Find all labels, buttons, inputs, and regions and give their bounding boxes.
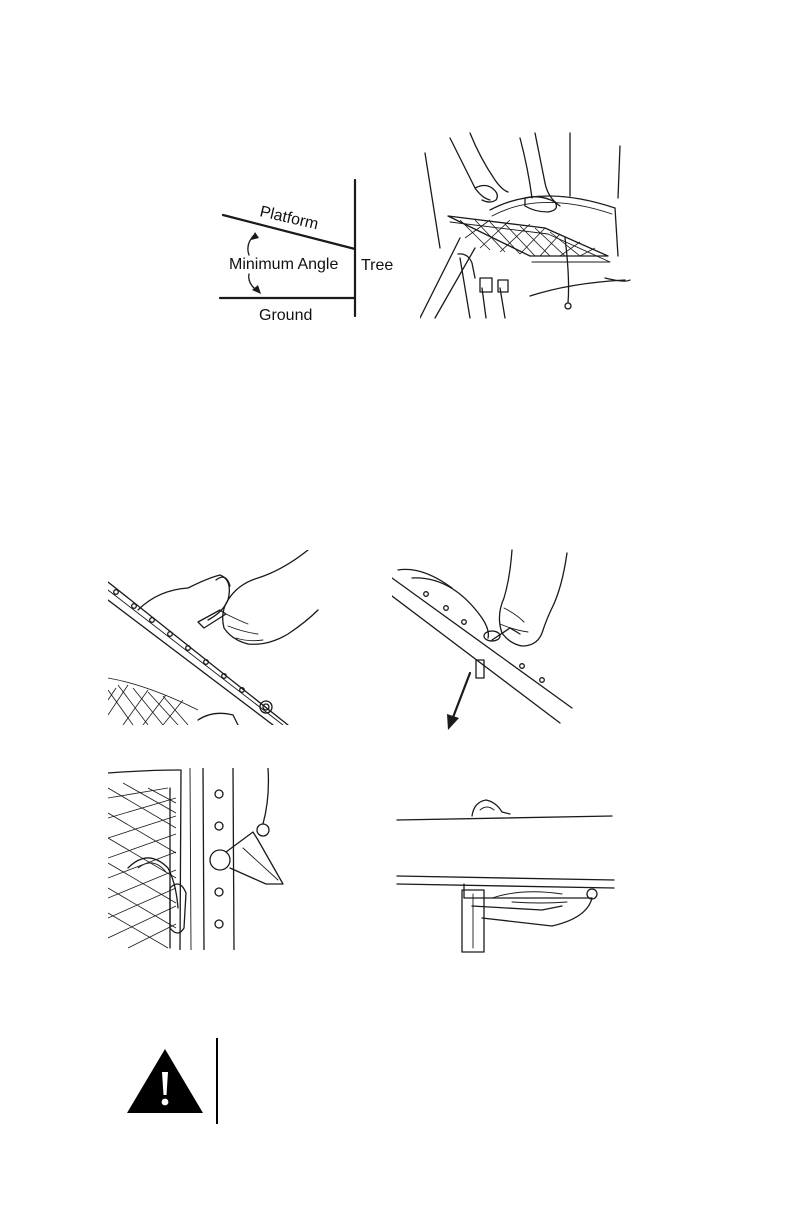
hand — [223, 550, 318, 644]
warning-triangle-icon — [126, 1048, 204, 1114]
pin-pull-illustration — [392, 548, 592, 733]
ground-label: Ground — [259, 307, 313, 324]
cable — [138, 575, 229, 620]
pull-arrow-head — [447, 714, 459, 730]
frame-holes — [215, 790, 223, 928]
angle-diagram — [215, 170, 405, 330]
platform-mesh — [108, 678, 198, 725]
cable — [412, 578, 488, 638]
pull-arrow — [452, 673, 470, 720]
warning-divider — [216, 1038, 218, 1124]
hand — [499, 550, 567, 646]
cable-loop-illustration — [108, 768, 298, 950]
tree-label: Tree — [361, 257, 394, 274]
cable-attach-illustration — [108, 550, 323, 725]
cable — [263, 768, 268, 824]
pin-head — [210, 850, 230, 870]
platform-install-illustration — [420, 128, 635, 323]
pin-bracket-illustration — [392, 798, 617, 958]
platform-label: Platform — [258, 203, 320, 234]
minimum-angle-label: Minimum Angle — [229, 256, 339, 273]
